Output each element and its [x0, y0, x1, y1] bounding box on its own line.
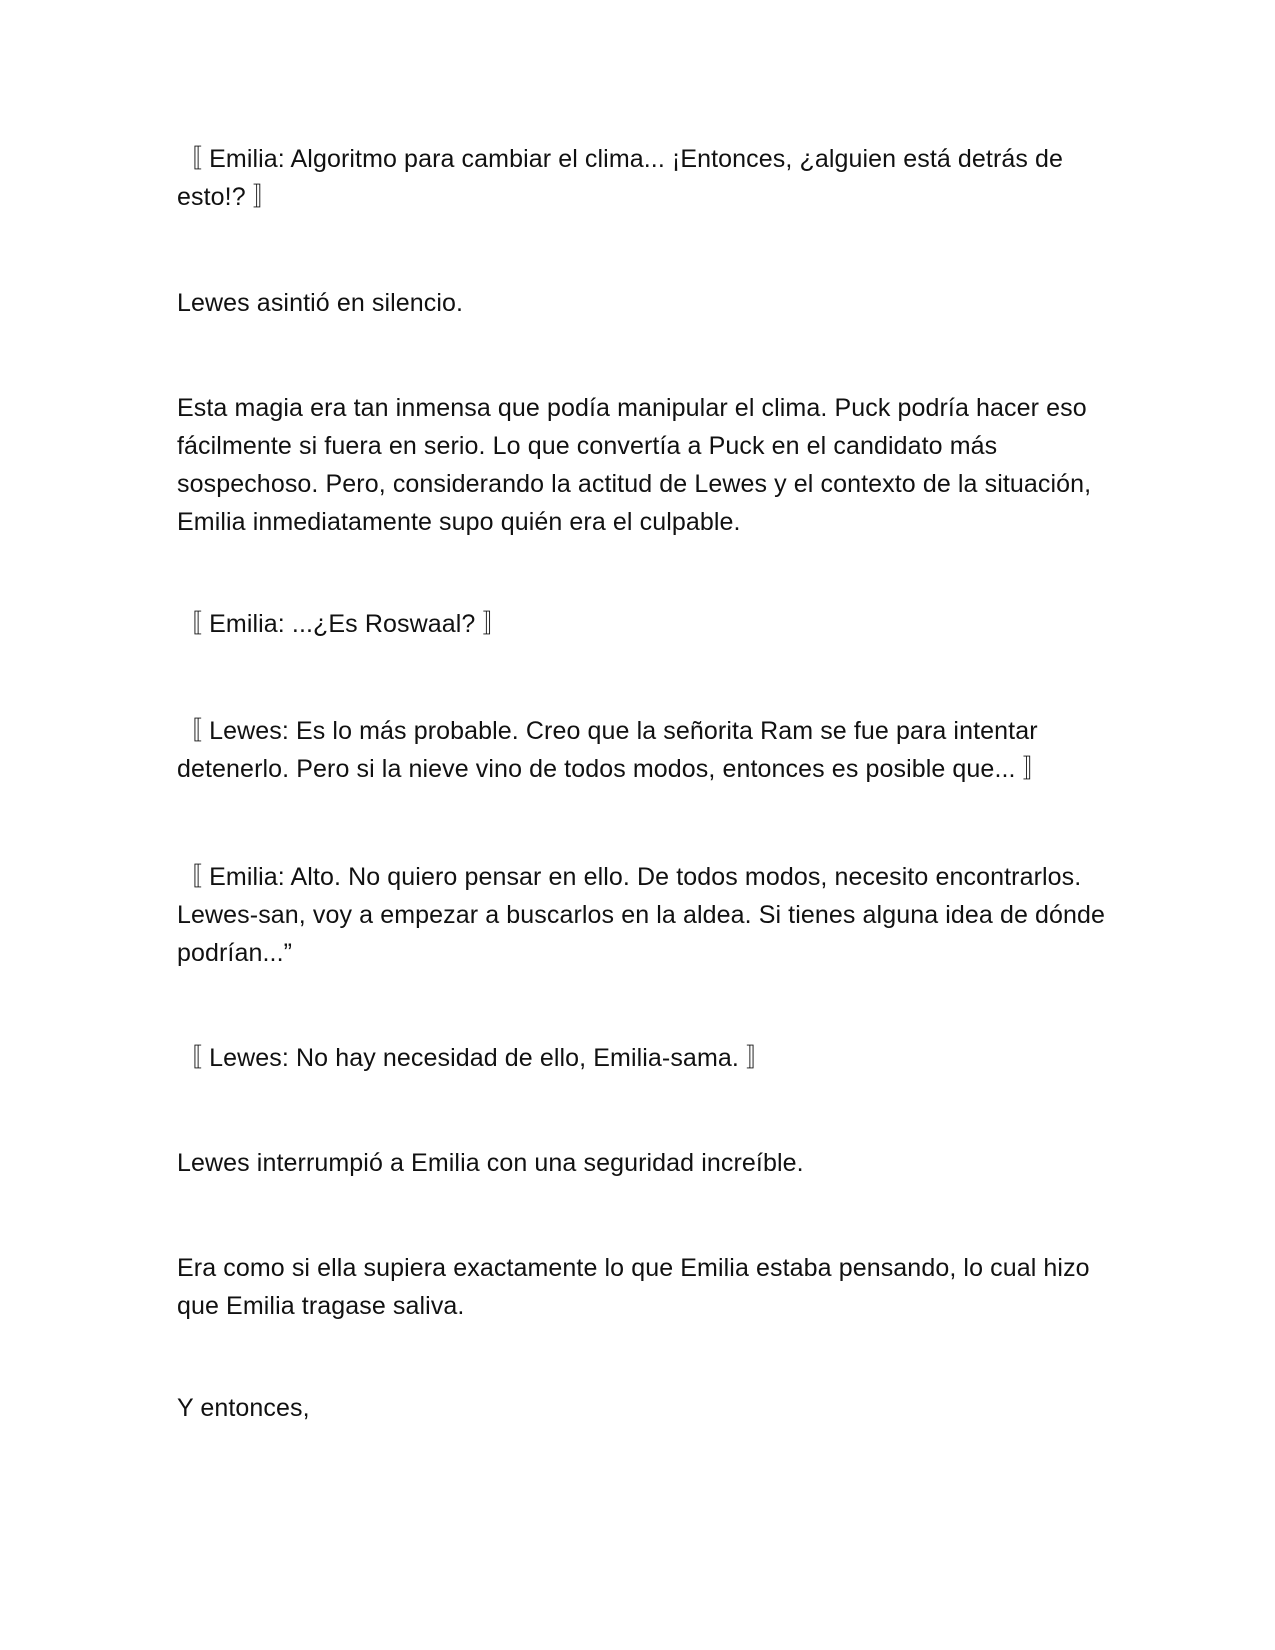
paragraph-lewes-no-need: 〚 Lewes: No hay necesidad de ello, Emilia-sama. 〛 — [177, 1044, 772, 1072]
paragraph-emilia-algorithm: 〚 Emilia: Algoritmo para cambiar el clima... ¡Entonces, ¿alguien está detrás de esto!? 〛 — [177, 145, 1064, 211]
paragraph-and-then: Y entonces, — [177, 1394, 310, 1422]
paragraph-lewes-interrupts: Lewes interrumpió a Emilia con una seguridad increíble. — [177, 1149, 804, 1177]
paragraph-lewes-nods: Lewes asintió en silencio. — [177, 289, 464, 317]
paragraph-lewes-probable: 〚 Lewes: Es lo más probable. Creo que la señorita Ram se fue para intentar detenerlo. Pero si la nieve vino de todos modos, entonces es posible que... 〛 — [177, 717, 1048, 783]
paragraph-emilia-roswaal: 〚 Emilia: ...¿Es Roswaal? 〛 — [177, 610, 508, 638]
paragraph-emilia-stop: 〚 Emilia: Alto. No quiero pensar en ello. De todos modos, necesito encontrarlos. Lewes-san, voy a empezar a buscarlos en la aldea. Si tienes alguna idea de dónde podrían...” — [177, 863, 1106, 967]
paragraph-swallow: Era como si ella supiera exactamente lo que Emilia estaba pensando, lo cual hizo que Emilia tragase saliva. — [177, 1254, 1090, 1320]
paragraph-magic-weather: Esta magia era tan inmensa que podía manipular el clima. Puck podría hacer eso fácilmente si fuera en serio. Lo que convertía a Puck en el candidato más sospechoso. Pero, considerando la actitud de Lewes y el contexto de la situación, Emilia inmediatamente supo quién era el culpable. — [177, 394, 1092, 536]
